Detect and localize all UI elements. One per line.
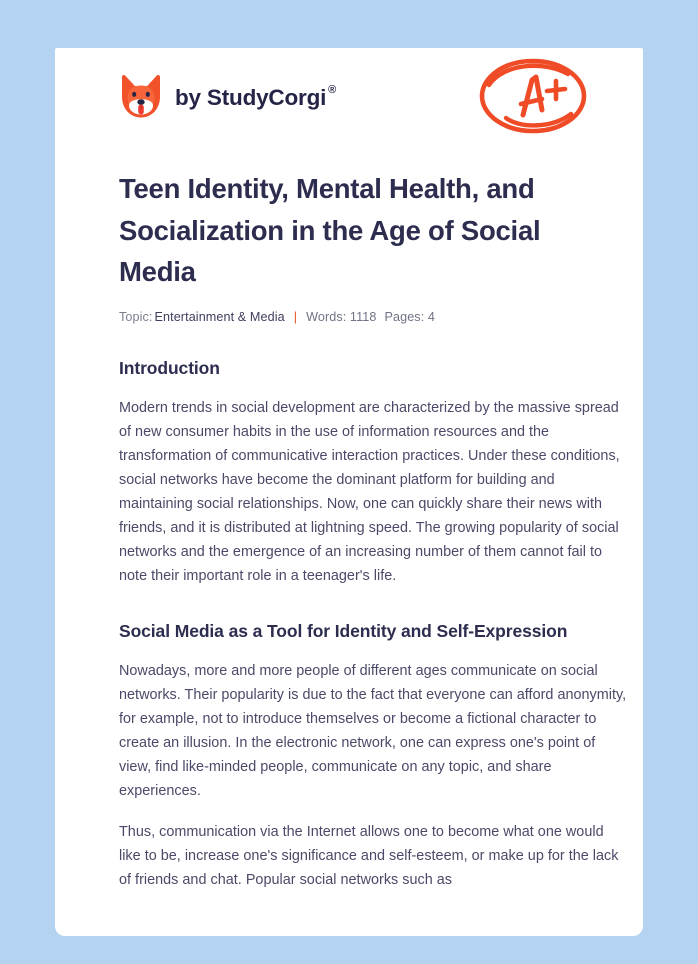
brand-prefix: by [175,84,207,110]
page-count: Pages: 4 [384,309,435,324]
topic-label: Topic: [119,309,153,324]
corgi-face-icon [120,74,162,120]
brand-wordmark [175,84,337,110]
document-body [119,168,627,892]
word-count: Words: 1118 [306,309,377,324]
paragraph: Modern trends in social development are characterized by the massive spread of new consumer habits in the use of information resources and the transformation of communicative interaction practices. Under these conditions, social networks have become the dominant platform for building and maintaining social relationships. Now, one can quickly share their news with friends, and it is distributed at lightning speed. The growing popularity of social networks and the emergence of an increasing number of them cannot fail to note their important role in a teenager's life. [119,399,620,584]
topic-link[interactable]: Entertainment & Media [154,309,285,324]
section-heading-introduction: Introduction [119,357,220,378]
metadata-separator: | [293,309,298,324]
studycorgi-branding [120,74,336,120]
document-metadata [119,309,579,325]
brand-name: StudyCorgi [206,84,327,110]
paragraph: Nowadays, more and more people of different ages communicate on social networks. Their popularity is due to the fact that everyone can afford anonymity, for example, not to introduce themselves or become a fictional character to create an illusion. In the electronic network, one can express one's point of view, find like-minded people, communicate on any topic, and share experiences. [119,662,627,799]
document-page [55,48,643,936]
section-heading-social-media-tool: Social Media as a Tool for Identity and Self-Expression [119,620,568,641]
registered-trademark-icon: ® [328,84,337,97]
paragraph: Thus, communication via the Internet allows one to become what one would like to be, increase one's significance and self-esteem, or make up for the lack of friends and chat. Popular social networks such as [119,823,619,888]
page-title: Teen Identity, Mental Health, and Socialization in the Age of Social Media [119,173,541,287]
a-plus-grade-icon [473,52,593,140]
document-header [55,48,643,148]
